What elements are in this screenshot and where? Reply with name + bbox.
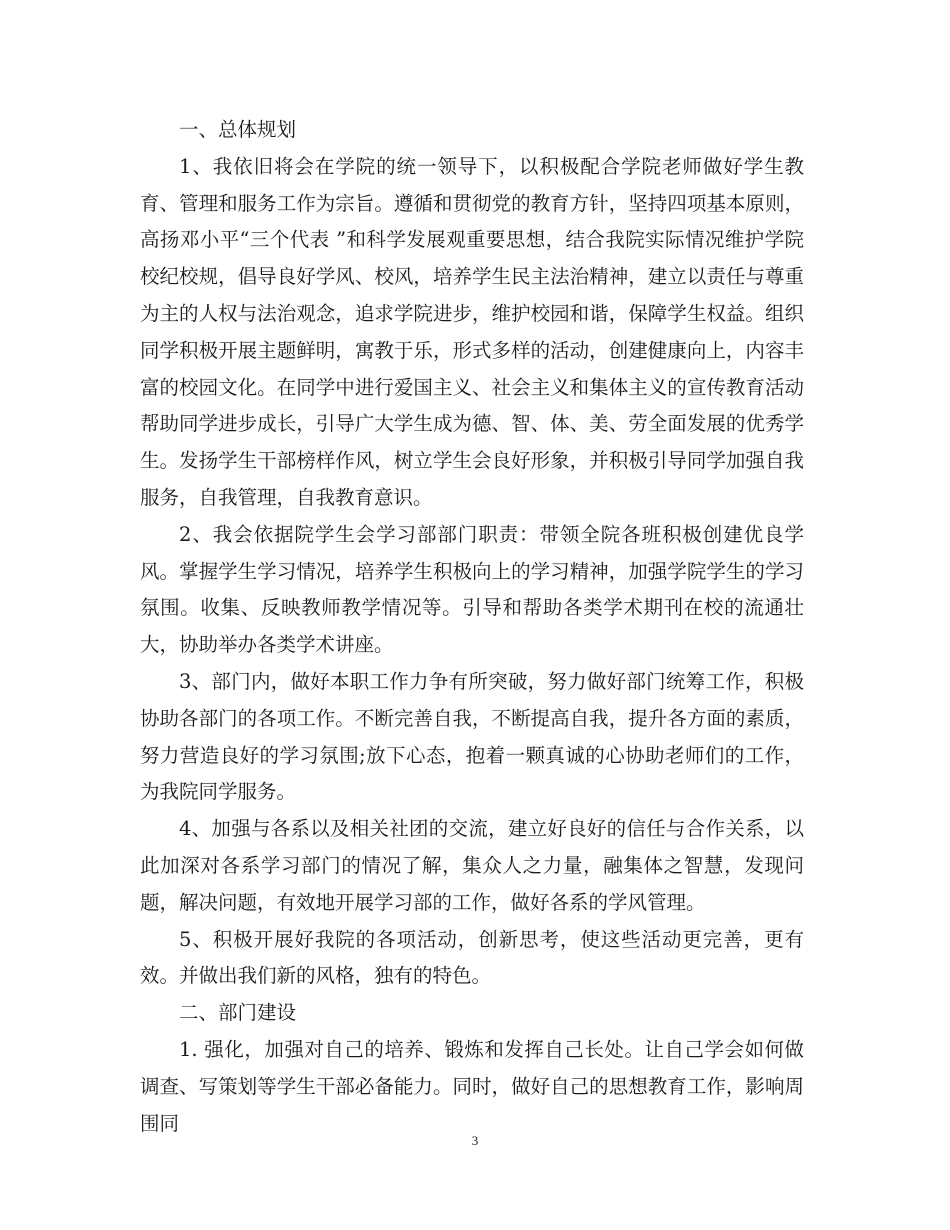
paragraph: 1、我依旧将会在学院的统一领导下，以积极配合学院老师做好学生教育、管理和服务工作为宗旨。遵循和贯彻党的教育方针，坚持四项基本原则，高扬邓小平“三个代表 ”和科学发展观重要思想，结合我院实际情况维护学院校纪校规，倡导良好学风、校风，培养学生民主法治精神，建立以责任与尊重为主的人权与法治观念，追求学院进步，维护校园和谐，保障学生权益。组织同学积极开展主题鲜明，寓教于乐，形式多样的活动，创建健康向上，内容丰富的校园文化。在同学中进行爱国主义、社会主义和集体主义的宣传教育活动帮助同学进步成长，引导广大学生成为德、智、体、美、劳全面发展的优秀学生。发扬学生干部榜样作风，树立学生会良好形象，并积极引导同学加强自我服务，自我管理，自我教育意识。 bbox=[140, 154, 804, 509]
paragraph: 1. 强化，加强对自己的培养、锻炼和发挥自己长处。让自己学会如何做调查、写策划等学生干部必备能力。同时，做好自己的思想教育工作，影响周围同 bbox=[140, 1037, 804, 1135]
paragraph: 3、部门内，做好本职工作力争有所突破，努力做好部门统筹工作，积极协助各部门的各项工作。不断完善自我，不断提高自我，提升各方面的素质，努力营造良好的学习氛围;放下心态，抱着一颗真诚的心协助老师们的工作，为我院同学服务。 bbox=[140, 669, 804, 804]
page-number: 3 bbox=[471, 1133, 479, 1148]
paragraph: 5、积极开展好我院的各项活动，创新思考，使这些活动更完善，更有效。并做出我们新的风格，独有的特色。 bbox=[140, 927, 804, 988]
paragraph: 4、加强与各系以及相关社团的交流，建立好良好的信任与合作关系，以此加深对各系学习部门的情况了解，集众人之力量，融集体之智慧，发现问题，解决问题，有效地开展学习部的工作，做好各系的学风管理。 bbox=[140, 817, 804, 914]
section-heading: 二、部门建设 bbox=[179, 1001, 297, 1025]
paragraph: 2、我会依据院学生会学习部部门职责：带领全院各班积极创建优良学风。掌握学生学习情况，培养学生积极向上的学习精神，加强学院学生的学习氛围。收集、反映教师教学情况等。引导和帮助各类学术期刊在校的流通壮大，协助举办各类学术讲座。 bbox=[140, 522, 804, 657]
section-heading: 一、总体规划 bbox=[179, 118, 297, 141]
document-body bbox=[140, 112, 804, 1142]
